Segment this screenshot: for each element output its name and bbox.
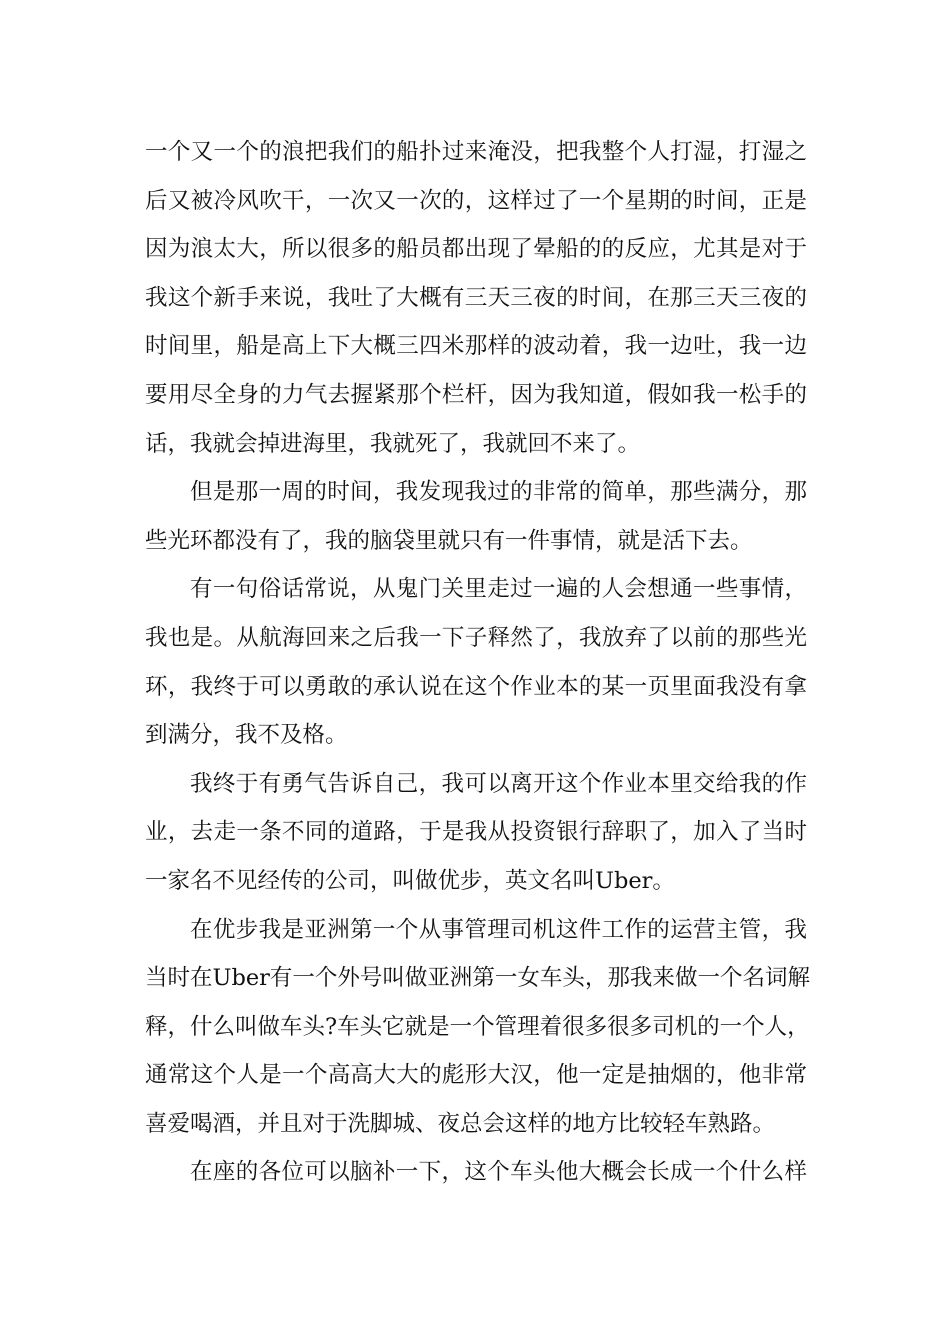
text-line: 一个又一个的浪把我们的船扑过来淹没，把我整个人打湿，打湿之 <box>145 139 807 165</box>
text-line: 我也是。从航海回来之后我一下子释然了，我放弃了以前的那些光 <box>145 624 807 651</box>
paragraph-1 <box>145 128 807 468</box>
paragraph-5 <box>145 906 810 1149</box>
text-line: 话，我就会掉进海里，我就死了，我就回不来了。 <box>145 430 641 457</box>
paragraph-4 <box>145 760 807 906</box>
text-line: 因为浪太大，所以很多的船员都出现了晕船的的反应，尤其是对于 <box>145 236 807 263</box>
paragraph-3 <box>145 565 807 759</box>
body-text <box>145 128 810 1197</box>
text-line: 业，去走一条不同的道路，于是我从投资银行辞职了，加入了当时 <box>145 819 807 846</box>
text-line: 些光环都没有了，我的脑袋里就只有一件事情，就是活下去。 <box>145 527 753 554</box>
text-line: 到满分，我不及格。 <box>145 722 348 749</box>
text-line: 我这个新手来说，我吐了大概有三天三夜的时间，在那三天三夜的 <box>145 284 807 311</box>
text-line: 喜爱喝酒，并且对于洗脚城、夜总会这样的地方比较轻车熟路。 <box>145 1110 776 1137</box>
text-line: 在座的各位可以脑补一下，这个车头他大概会长成一个什么样 <box>190 1159 807 1186</box>
paragraph-6 <box>145 1148 807 1197</box>
text-line: 环，我终于可以勇敢的承认说在这个作业本的某一页里面我没有拿 <box>145 673 807 700</box>
text-line: 时间里，船是高上下大概三四米那样的波动着，我一边吐，我一边 <box>145 333 807 360</box>
text-line: 一家名不见经传的公司，叫做优步，英文名叫Uber。 <box>145 867 675 894</box>
text-line: 有一句俗话常说，从鬼门关里走过一遍的人会想通一些事情， <box>190 576 807 603</box>
text-line: 通常这个人是一个高高大大的彪形大汉，他一定是抽烟的，他非常 <box>145 1062 807 1089</box>
text-line: 释，什么叫做车头?车头它就是一个管理着很多很多司机的一个人， <box>145 1013 810 1040</box>
text-line: 当时在Uber有一个外号叫做亚洲第一女车头，那我来做一个名词解 <box>145 965 810 992</box>
text-line: 但是那一周的时间，我发现我过的非常的简单，那些满分，那 <box>190 479 807 506</box>
paragraph-2 <box>145 468 807 565</box>
text-line: 要用尽全身的力气去握紧那个栏杆，因为我知道，假如我一松手的 <box>145 381 807 408</box>
text-line: 后又被冷风吹干，一次又一次的，这样过了一个星期的时间，正是 <box>145 187 807 214</box>
text-line: 在优步我是亚洲第一个从事管理司机这件工作的运营主管，我 <box>190 916 807 943</box>
text-line: 我终于有勇气告诉自己，我可以离开这个作业本里交给我的作 <box>190 770 807 797</box>
